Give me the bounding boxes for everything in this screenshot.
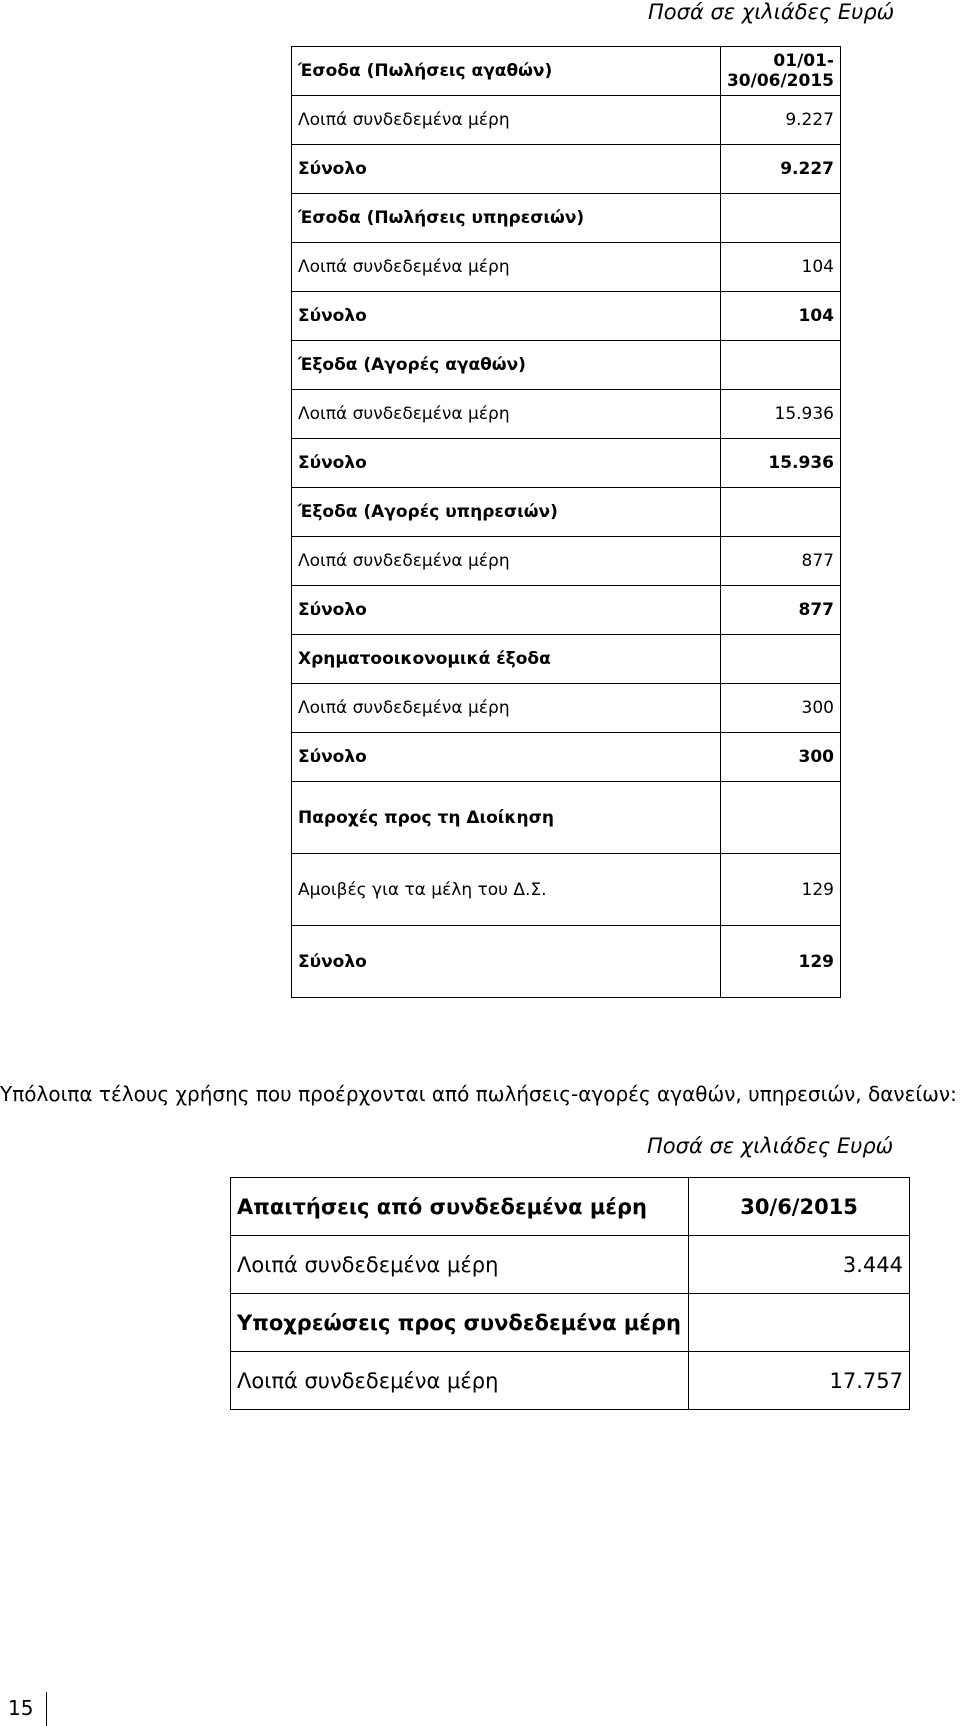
- row-label: Σύνολο: [292, 586, 721, 635]
- row-label: Έξοδα (Αγορές αγαθών): [292, 341, 721, 390]
- table-row: [292, 854, 841, 926]
- table-row: [231, 1178, 910, 1236]
- table-row: [292, 439, 841, 488]
- row-value: [720, 782, 840, 854]
- row-value: 9.227: [720, 145, 840, 194]
- row-label: Σύνολο: [292, 733, 721, 782]
- row-value: 17.757: [689, 1352, 910, 1410]
- row-label: Λοιπά συνδεδεμένα μέρη: [231, 1236, 689, 1294]
- table-row: [231, 1294, 910, 1352]
- row-value: [720, 488, 840, 537]
- table-row: [292, 145, 841, 194]
- balances-paragraph: Υπόλοιπα τέλους χρήσης που προέρχονται από πωλήσεις-αγορές αγαθών, υπηρεσιών, δανείων:: [0, 1082, 957, 1106]
- row-value: [720, 635, 840, 684]
- table-row: [292, 47, 841, 96]
- row-value: 104: [720, 292, 840, 341]
- table-row: [231, 1236, 910, 1294]
- row-value: 9.227: [720, 96, 840, 145]
- table-row: [292, 926, 841, 998]
- row-label: Χρηματοοικονομικά έξοδα: [292, 635, 721, 684]
- table-row: [292, 390, 841, 439]
- row-value: 877: [720, 586, 840, 635]
- related-parties-balances-table: [230, 1177, 910, 1410]
- row-label: Λοιπά συνδεδεμένα μέρη: [231, 1352, 689, 1410]
- row-label: Λοιπά συνδεδεμένα μέρη: [292, 96, 721, 145]
- row-value: 104: [720, 243, 840, 292]
- row-label: Λοιπά συνδεδεμένα μέρη: [292, 243, 721, 292]
- row-value: 15.936: [720, 439, 840, 488]
- row-value: 129: [720, 926, 840, 998]
- row-label: Σύνολο: [292, 926, 721, 998]
- table-row: [231, 1352, 910, 1410]
- row-value: 300: [720, 684, 840, 733]
- row-label: Παροχές προς τη Διοίκηση: [292, 782, 721, 854]
- table-row: [292, 341, 841, 390]
- row-label: Απαιτήσεις από συνδεδεμένα μέρη: [231, 1178, 689, 1236]
- row-value: 300: [720, 733, 840, 782]
- row-value: 30/6/2015: [689, 1178, 910, 1236]
- row-value: 3.444: [689, 1236, 910, 1294]
- unit-note-bottom: Ποσά σε χιλιάδες Ευρώ: [647, 1134, 894, 1158]
- row-label: Σύνολο: [292, 145, 721, 194]
- row-value: [720, 194, 840, 243]
- row-value: [689, 1294, 910, 1352]
- table-row: [292, 243, 841, 292]
- row-label: Λοιπά συνδεδεμένα μέρη: [292, 537, 721, 586]
- row-label: Σύνολο: [292, 292, 721, 341]
- row-label: Έσοδα (Πωλήσεις υπηρεσιών): [292, 194, 721, 243]
- row-label: Αμοιβές για τα μέλη του Δ.Σ.: [292, 854, 721, 926]
- row-value: 129: [720, 854, 840, 926]
- row-value: [720, 341, 840, 390]
- row-label: Λοιπά συνδεδεμένα μέρη: [292, 684, 721, 733]
- table-row: [292, 782, 841, 854]
- table-row: [292, 733, 841, 782]
- row-value: 877: [720, 537, 840, 586]
- row-label: Έσοδα (Πωλήσεις αγαθών): [292, 47, 721, 96]
- page-number: 15: [8, 1696, 34, 1720]
- table-row: [292, 488, 841, 537]
- row-label: Σύνολο: [292, 439, 721, 488]
- row-label: Υποχρεώσεις προς συνδεδεμένα μέρη: [231, 1294, 689, 1352]
- related-parties-transactions-table: [291, 46, 841, 998]
- row-label: Έξοδα (Αγορές υπηρεσιών): [292, 488, 721, 537]
- row-value: 01/01-30/06/2015: [720, 47, 840, 96]
- table-row: [292, 586, 841, 635]
- table-row: [292, 537, 841, 586]
- table-row: [292, 96, 841, 145]
- table-row: [292, 684, 841, 733]
- table-row: [292, 292, 841, 341]
- unit-note-top: Ποσά σε χιλιάδες Ευρώ: [648, 0, 895, 24]
- row-value: 15.936: [720, 390, 840, 439]
- table-row: [292, 635, 841, 684]
- row-label: Λοιπά συνδεδεμένα μέρη: [292, 390, 721, 439]
- page-number-divider: [46, 1692, 47, 1726]
- table-row: [292, 194, 841, 243]
